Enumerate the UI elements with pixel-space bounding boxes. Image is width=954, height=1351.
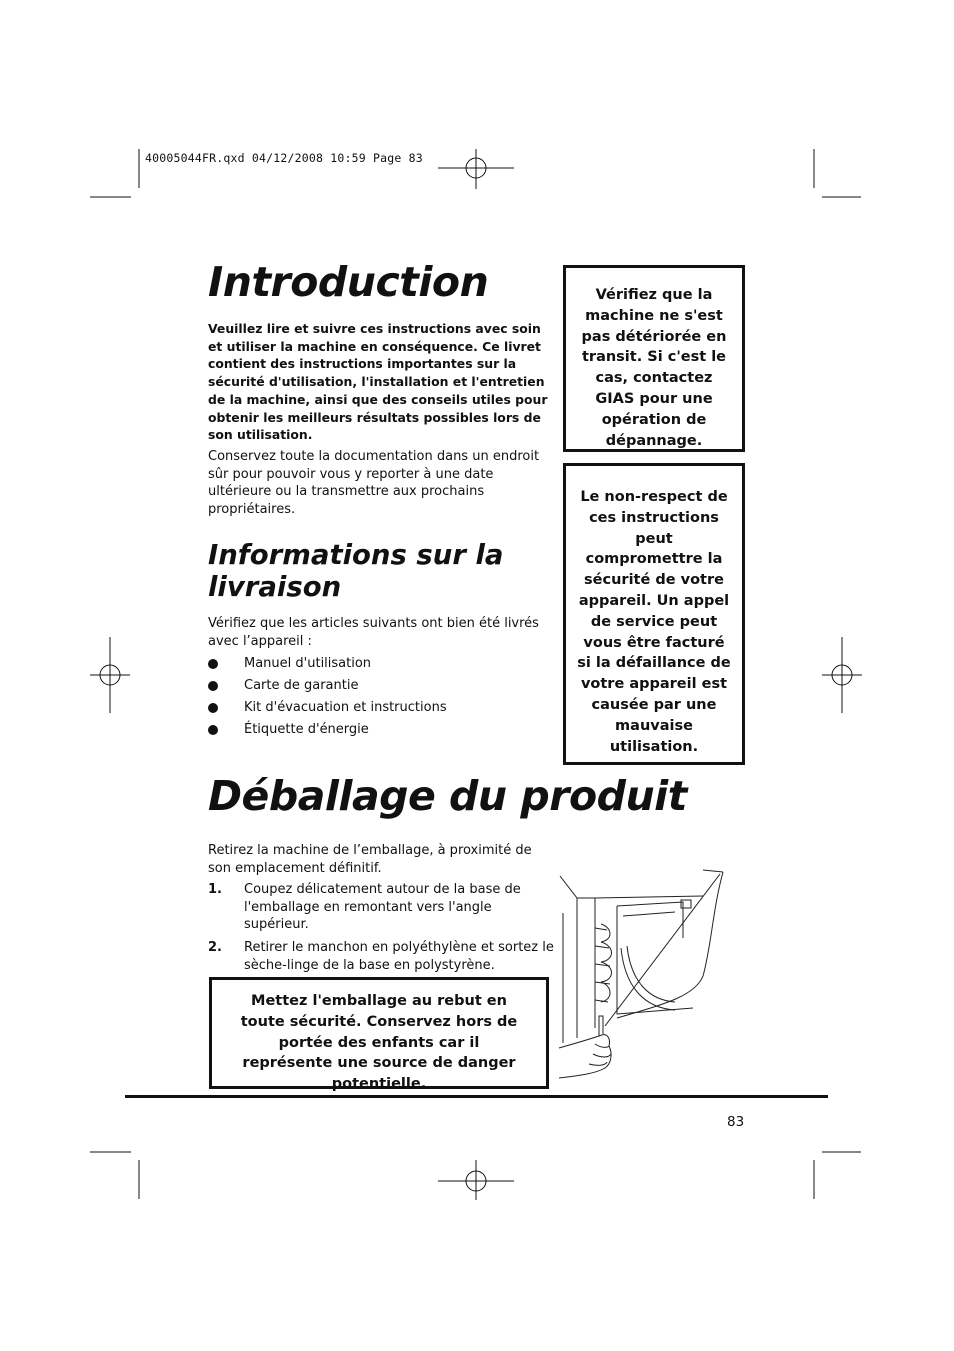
bullet-icon [208, 659, 218, 669]
step-number: 2. [208, 940, 222, 955]
delivery-item: Kit d'évacuation et instructions [244, 700, 447, 715]
step-text: Coupez délicatement autour de la base de l'emballage en remontant vers l'angle supérieur. [244, 882, 521, 933]
step-text: Retirer le manchon en polyéthylène et sortez le sèche-linge de la base en polystyrène. [244, 940, 554, 973]
delivery-item: Manuel d'utilisation [244, 656, 372, 671]
introduction-lead: Veuillez lire et suivre ces instructions avec soin et utiliser la machine en conséquence. Ce livret contient des instructions importantes sur la sécurité d'utilisation, l'installation et l'entretien de la machine, ainsi que des conseils utiles pour obtenir les meilleurs résultats possibles lors de son utilisation. [208, 321, 548, 443]
transit-damage-text: Vérifiez que la machine ne s'est pas détériorée en transit. Si c'est le cas, contactez GIAS pour une opération de dépannage. [581, 287, 727, 449]
delivery-intro: Vérifiez que les articles suivants ont bien été livrés avec l’appareil : [208, 616, 539, 649]
safety-warning-notice [563, 463, 745, 765]
packaging-cut-illustration [555, 868, 735, 1083]
delivery-heading: Informations sur la livraison [208, 539, 504, 603]
disposal-warning-box [209, 977, 549, 1093]
footer-rule [125, 1095, 828, 1098]
file-slug: 40005044FR.qxd 04/12/2008 10:59 Page 83 [145, 151, 423, 165]
page-number: 83 [727, 1114, 745, 1130]
bullet-icon [208, 725, 218, 735]
delivery-item: Carte de garantie [244, 678, 359, 693]
safety-warning-text: Le non-respect de ces instructions peut compromettre la sécurité de votre appareil. Un appel de service peut vous être facturé si la défaillance de votre appareil est causée par une mauvaise utilisation. [577, 489, 731, 755]
transit-damage-notice [563, 265, 745, 452]
bullet-icon [208, 703, 218, 713]
introduction-heading: Introduction [208, 258, 489, 306]
disposal-warning-text: Mettez l'emballage au rebut en toute sécurité. Conservez hors de portée des enfants car il représente une source de danger potentielle. [240, 993, 518, 1093]
delivery-item: Étiquette d'énergie [244, 722, 369, 737]
bullet-icon [208, 681, 218, 691]
unpacking-heading: Déballage du produit [208, 772, 687, 820]
introduction-body: Conservez toute la documentation dans un endroit sûr pour pouvoir vous y reporter à une date ultérieure ou la transmettre aux prochains propriétaires. [208, 449, 540, 518]
step-number: 1. [208, 882, 222, 897]
unpacking-intro: Retirez la machine de l’emballage, à proximité de son emplacement définitif. [208, 843, 532, 876]
